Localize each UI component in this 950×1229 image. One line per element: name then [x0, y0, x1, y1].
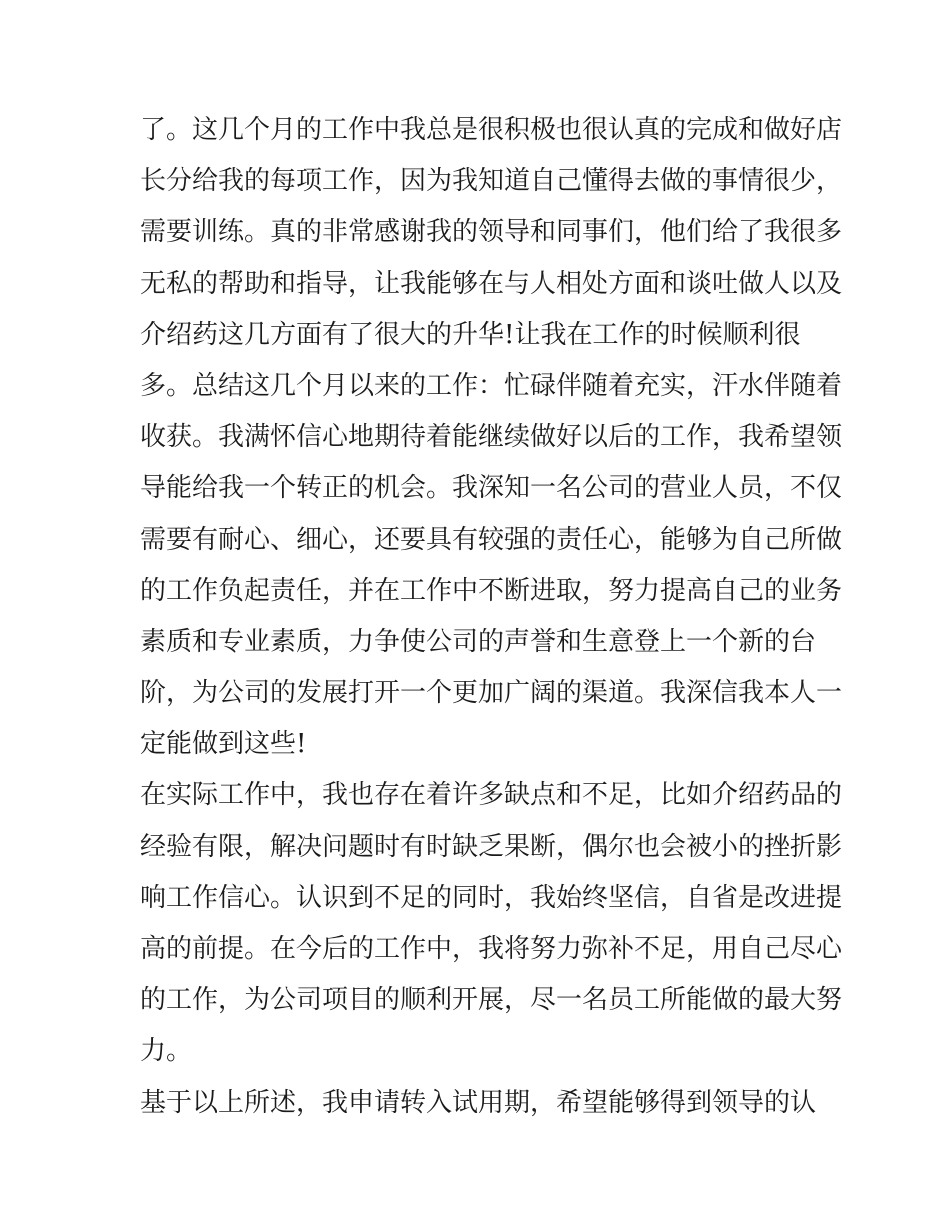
- text-line: 长分给我的每项工作，因为我知道自己懂得去做的事情很少，: [140, 166, 843, 197]
- text-line: 经验有限，解决问题时有时缺乏果断，偶尔也会被小的挫折影: [140, 831, 843, 862]
- text-line: 多。总结这几个月以来的工作：忙碌伴随着充实，汗水伴随着: [140, 370, 843, 401]
- paragraph-1: [140, 105, 843, 770]
- text-line: 响工作信心。认识到不足的同时，我始终坚信，自省是改进提: [140, 882, 843, 913]
- text-line: 的工作负起责任，并在工作中不断进取，努力提高自己的业务: [140, 575, 843, 606]
- text-line: 力。: [140, 1036, 193, 1067]
- text-line: 介绍药这几方面有了很大的升华!让我在工作的时候顺利很: [140, 319, 801, 350]
- text-line: 素质和专业素质，力争使公司的声誉和生意登上一个新的台: [140, 626, 817, 657]
- text-line: 了。这几个月的工作中我总是很积极也很认真的完成和做好店: [140, 115, 843, 145]
- text-line: 基于以上所述，我申请转入试用期，希望能够得到领导的认: [140, 1087, 817, 1118]
- text-line: 阶，为公司的发展打开一个更加广阔的渠道。我深信我本人一: [140, 678, 843, 709]
- text-line: 收获。我满怀信心地期待着能继续做好以后的工作，我希望领: [140, 422, 843, 453]
- text-line: 定能做到这些!: [140, 729, 307, 760]
- text-line: 高的前提。在今后的工作中，我将努力弥补不足，用自己尽心: [140, 934, 843, 964]
- paragraph-2: [140, 770, 843, 1077]
- text-line: 无私的帮助和指导，让我能够在与人相处方面和谈吐做人以及: [140, 268, 843, 299]
- paragraph-3: [140, 1078, 820, 1129]
- text-line: 需要有耐心、细心，还要具有较强的责任心，能够为自己所做: [140, 524, 843, 555]
- text-line: 导能给我一个转正的机会。我深知一名公司的营业人员，不仅: [140, 473, 843, 504]
- text-line: 在实际工作中，我也存在着许多缺点和不足，比如介绍药品的: [140, 780, 843, 811]
- text-line: 需要训练。真的非常感谢我的领导和同事们，他们给了我很多: [140, 217, 843, 248]
- document-body: [140, 105, 843, 1129]
- text-line: 的工作，为公司项目的顺利开展，尽一名员工所能做的最大努: [140, 985, 843, 1016]
